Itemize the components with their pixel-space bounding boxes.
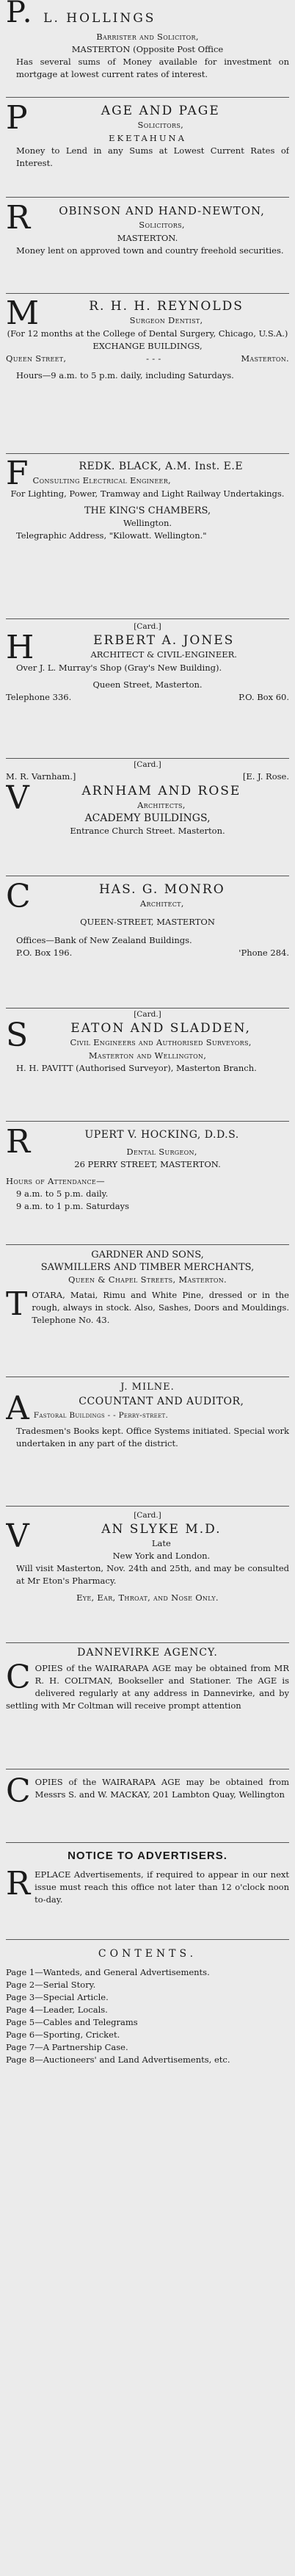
hollings-title: Barrister and Solicitor,	[96, 32, 199, 42]
dannevirke-body: OPIES of the WAIRARAPA AGE may be obtained from MR R. H. COLTMAN, Bookseller and Stationer. The AGE is delivered regularly at any address in Dannevirke, and by settling with Mr Coltman will receive prompt attention	[6, 1663, 289, 1711]
hollings-body: Has several sums of Money available for investment on mortgage at lowest current rates of interest.	[16, 57, 289, 79]
gardner-street: Queen & Chapel Streets, Masterton.	[68, 1274, 227, 1285]
reynolds-ad	[6, 298, 289, 449]
black-dropcap: F	[6, 458, 29, 492]
black-body: For Lighting, Power, Tramway and Light Railway Undertakings.	[10, 488, 285, 499]
hocking-dropcap: R	[6, 1127, 31, 1161]
varnham-partner-1: M. R. Varnham.]	[6, 771, 76, 782]
contents-item: Page 2—Serial Story.	[6, 1980, 96, 1990]
seaton-name: EATON AND SLADDEN,	[70, 1021, 251, 1036]
contents-item: Page 7—A Partnership Case.	[6, 2042, 128, 2052]
black-title: Consulting Electrical Engineer,	[32, 475, 171, 486]
gardner-dropcap: T	[6, 1285, 28, 1323]
divider	[6, 1842, 289, 1843]
jones-name: ERBERT A. JONES	[93, 633, 235, 648]
contents-item: Page 5—Cables and Telegrams	[6, 2017, 138, 2027]
seaton-title: Civil Engineers and Authorised Surveyors,	[70, 1037, 252, 1047]
van-slyke-dropcap: V	[6, 1518, 29, 1555]
notice-title: NOTICE TO ADVERTISERS.	[68, 1850, 227, 1862]
monro-phone: 'Phone 284.	[238, 948, 289, 958]
hollings-dropcap: P.	[6, 0, 35, 29]
contents-item: Page 3—Special Article.	[6, 1992, 109, 2002]
dannevirke-title: DANNEVIRKE AGENCY.	[77, 1647, 218, 1659]
jones-street: Queen Street, Masterton.	[92, 679, 203, 690]
wellington-body: OPIES of the WAIRARAPA AGE may be obtained from Messrs S. and W. MACKAY, 201 Lambton Quay, Wellington	[34, 1777, 289, 1800]
monro-ad	[6, 881, 289, 1003]
gardner-name: GARDNER AND SONS,	[91, 1249, 204, 1260]
reynolds-town: Masterton.	[241, 353, 289, 364]
black-ad	[6, 458, 289, 613]
dannevirke-dropcap: C	[6, 1659, 31, 1696]
contents-section	[6, 1948, 289, 2139]
robinson-title: Solicitors,	[139, 220, 185, 230]
reynolds-address-row	[6, 353, 289, 365]
reynolds-street: Queen Street,	[6, 353, 67, 364]
divider	[6, 293, 289, 294]
milne-ad	[6, 1381, 289, 1502]
page-and-page-ad	[6, 103, 289, 195]
robinson-town: MASTERTON.	[117, 233, 178, 243]
van-slyke-late: Late	[151, 1538, 171, 1548]
gardner-body: OTARA, Matai, Rimu and White Pine, dressed or in the rough, always in stock. Also, Sashes, Doors and Mouldings. Telephone No. 43.	[32, 1290, 289, 1325]
robinson-body: Money lent on approved town and country freehold securities.	[16, 245, 284, 256]
monro-pobox: P.O. Box 196.	[16, 948, 73, 958]
varnham-entrance: Entrance Church Street. Masterton.	[70, 826, 225, 836]
varnham-partner-2: [E. J. Rose.	[242, 771, 289, 782]
reynolds-dashes: - - -	[146, 353, 161, 364]
monro-contact-row	[6, 947, 289, 959]
varnham-ad	[6, 760, 289, 870]
page-and-page-title: Solicitors,	[137, 120, 184, 130]
robinson-name: OBINSON AND HAND-NEWTON,	[59, 204, 265, 217]
jones-body: Over J. L. Murray's Shop (Gray's New Building).	[16, 663, 222, 673]
van-slyke-card-label: [Card.]	[134, 1511, 161, 1520]
jones-pobox: P.O. Box 60.	[238, 692, 289, 702]
divider	[6, 618, 289, 619]
notice-dropcap: R	[6, 1865, 31, 1902]
page-and-page-body: Money to Lend in any Sums at Lowest Current Rates of Interest.	[16, 145, 289, 168]
milne-building: Fastoral Buildings - - Perry-street.	[33, 1411, 169, 1420]
seaton-card-label: [Card.]	[134, 1010, 161, 1019]
van-slyke-name: AN SLYKE M.D.	[101, 1522, 222, 1537]
robinson-dropcap: R	[6, 203, 31, 237]
wellington-ad	[6, 1773, 289, 1839]
contents-item: Page 4—Leader, Locals.	[6, 2005, 108, 2015]
divider	[6, 97, 289, 98]
jones-contact-row	[6, 691, 289, 704]
robinson-ad	[6, 203, 289, 291]
hocking-title: Dental Surgeon,	[126, 1147, 197, 1157]
contents-item: Page 1—Wanteds, and General Advertisements.	[6, 1967, 210, 1977]
dannevirke-ad	[6, 1647, 289, 1764]
contents-item: Page 6—Sporting, Cricket.	[6, 2030, 120, 2040]
black-name: REDK. BLACK, A.M. Inst. E.E	[79, 461, 244, 472]
contents-item: Page 8—Auctioneers' and Land Advertisements, etc.	[6, 2054, 230, 2065]
jones-card-label: [Card.]	[134, 622, 161, 631]
reynolds-hours: Hours—9 a.m. to 5 p.m. daily, including Saturdays.	[16, 370, 234, 380]
varnham-title: Architects,	[137, 800, 186, 810]
black-telegraphic: Telegraphic Address, "Kilowatt. Wellington."	[16, 530, 207, 541]
hollings-ad	[6, 0, 289, 94]
page-and-page-name: AGE AND PAGE	[101, 104, 220, 118]
hocking-name: UPERT V. HOCKING, D.D.S.	[84, 1129, 239, 1141]
black-building: THE KING'S CHAMBERS,	[84, 505, 211, 516]
hollings-name: L. HOLLINGS	[43, 11, 156, 26]
monro-title: Architect,	[139, 898, 184, 909]
hocking-address: 26 PERRY STREET, MASTERTON.	[74, 1159, 221, 1169]
reynolds-building: EXCHANGE BUILDINGS,	[92, 341, 203, 351]
jones-ad	[6, 621, 289, 754]
gardner-title: SAWMILLERS AND TIMBER MERCHANTS,	[40, 1262, 255, 1273]
gardner-ad	[6, 1249, 289, 1374]
milne-dropcap: A	[6, 1390, 29, 1427]
milne-body: Tradesmen's Books kept. Office Systems initiated. Special work undertaken in any part of the district.	[16, 1426, 289, 1448]
hocking-hours-title: Hours of Attendance—	[6, 1176, 105, 1186]
reynolds-dropcap: M	[6, 298, 40, 332]
wellington-dropcap: C	[6, 1773, 31, 1810]
van-slyke-specialty: Eye, Ear, Throat, and Nose Only.	[76, 1592, 219, 1603]
milne-name: J. MILNE.	[120, 1382, 175, 1393]
black-town: Wellington.	[123, 518, 172, 528]
seaton-ad	[6, 1009, 289, 1116]
monro-offices: Offices—Bank of New Zealand Buildings.	[16, 935, 192, 945]
seaton-towns: Masterton and Wellington,	[88, 1050, 207, 1061]
contents-title: CONTENTS.	[98, 1948, 197, 1960]
varnham-name: ARNHAM AND ROSE	[81, 784, 241, 798]
divider	[6, 758, 289, 759]
van-slyke-city: New York and London.	[112, 1551, 211, 1561]
reynolds-body: (For 12 months at the College of Dental Surgery, Chicago, U.S.A.)	[7, 328, 288, 339]
notice-ad	[6, 1848, 289, 1936]
hocking-hours-1: 9 a.m. to 5 p.m. daily.	[16, 1188, 109, 1199]
divider	[6, 1506, 289, 1507]
reynolds-title: Surgeon Dentist,	[129, 315, 203, 325]
reynolds-name: R. H. H. REYNOLDS	[89, 299, 244, 314]
seaton-body: H. H. PAVITT (Authorised Surveyor), Masterton Branch.	[16, 1063, 257, 1073]
monro-dropcap: C	[6, 881, 31, 915]
monro-name: HAS. G. MONRO	[98, 882, 225, 897]
divider	[6, 1939, 289, 1940]
divider	[6, 1121, 289, 1122]
varnham-building: ACADEMY BUILDINGS,	[84, 812, 211, 824]
hocking-ad	[6, 1127, 289, 1241]
hollings-address: MASTERTON (Opposite Post Office	[71, 44, 224, 54]
page-and-page-dropcap: P	[6, 103, 28, 137]
jones-dropcap: H	[6, 629, 34, 666]
divider	[6, 1008, 289, 1009]
monro-street: QUEEN-STREET, MASTERTON	[80, 917, 215, 927]
hocking-hours-2: 9 a.m. to 1 p.m. Saturdays	[16, 1201, 129, 1211]
jones-telephone: Telephone 336.	[6, 692, 72, 702]
van-slyke-ad	[6, 1510, 289, 1639]
divider	[6, 453, 289, 454]
jones-title: ARCHITECT & CIVIL-ENGINEER.	[90, 649, 237, 660]
van-slyke-body: Will visit Masterton, Nov. 24th and 25th, and may be consulted at Mr Eton's Pharmacy.	[16, 1563, 289, 1586]
divider	[6, 1642, 289, 1643]
varnham-partners-row	[6, 771, 289, 783]
seaton-dropcap: S	[6, 1017, 29, 1054]
varnham-card-label: [Card.]	[134, 760, 161, 769]
varnham-dropcap: V	[6, 779, 29, 817]
divider	[6, 1244, 289, 1245]
milne-title: CCOUNTANT AND AUDITOR,	[79, 1396, 244, 1407]
page-and-page-town: EKETAHUNA	[109, 133, 186, 143]
divider	[6, 197, 289, 198]
notice-body: EPLACE Advertisements, if required to appear in our next issue must reach this office not later than 12 o'clock noon to-day.	[34, 1869, 289, 1905]
